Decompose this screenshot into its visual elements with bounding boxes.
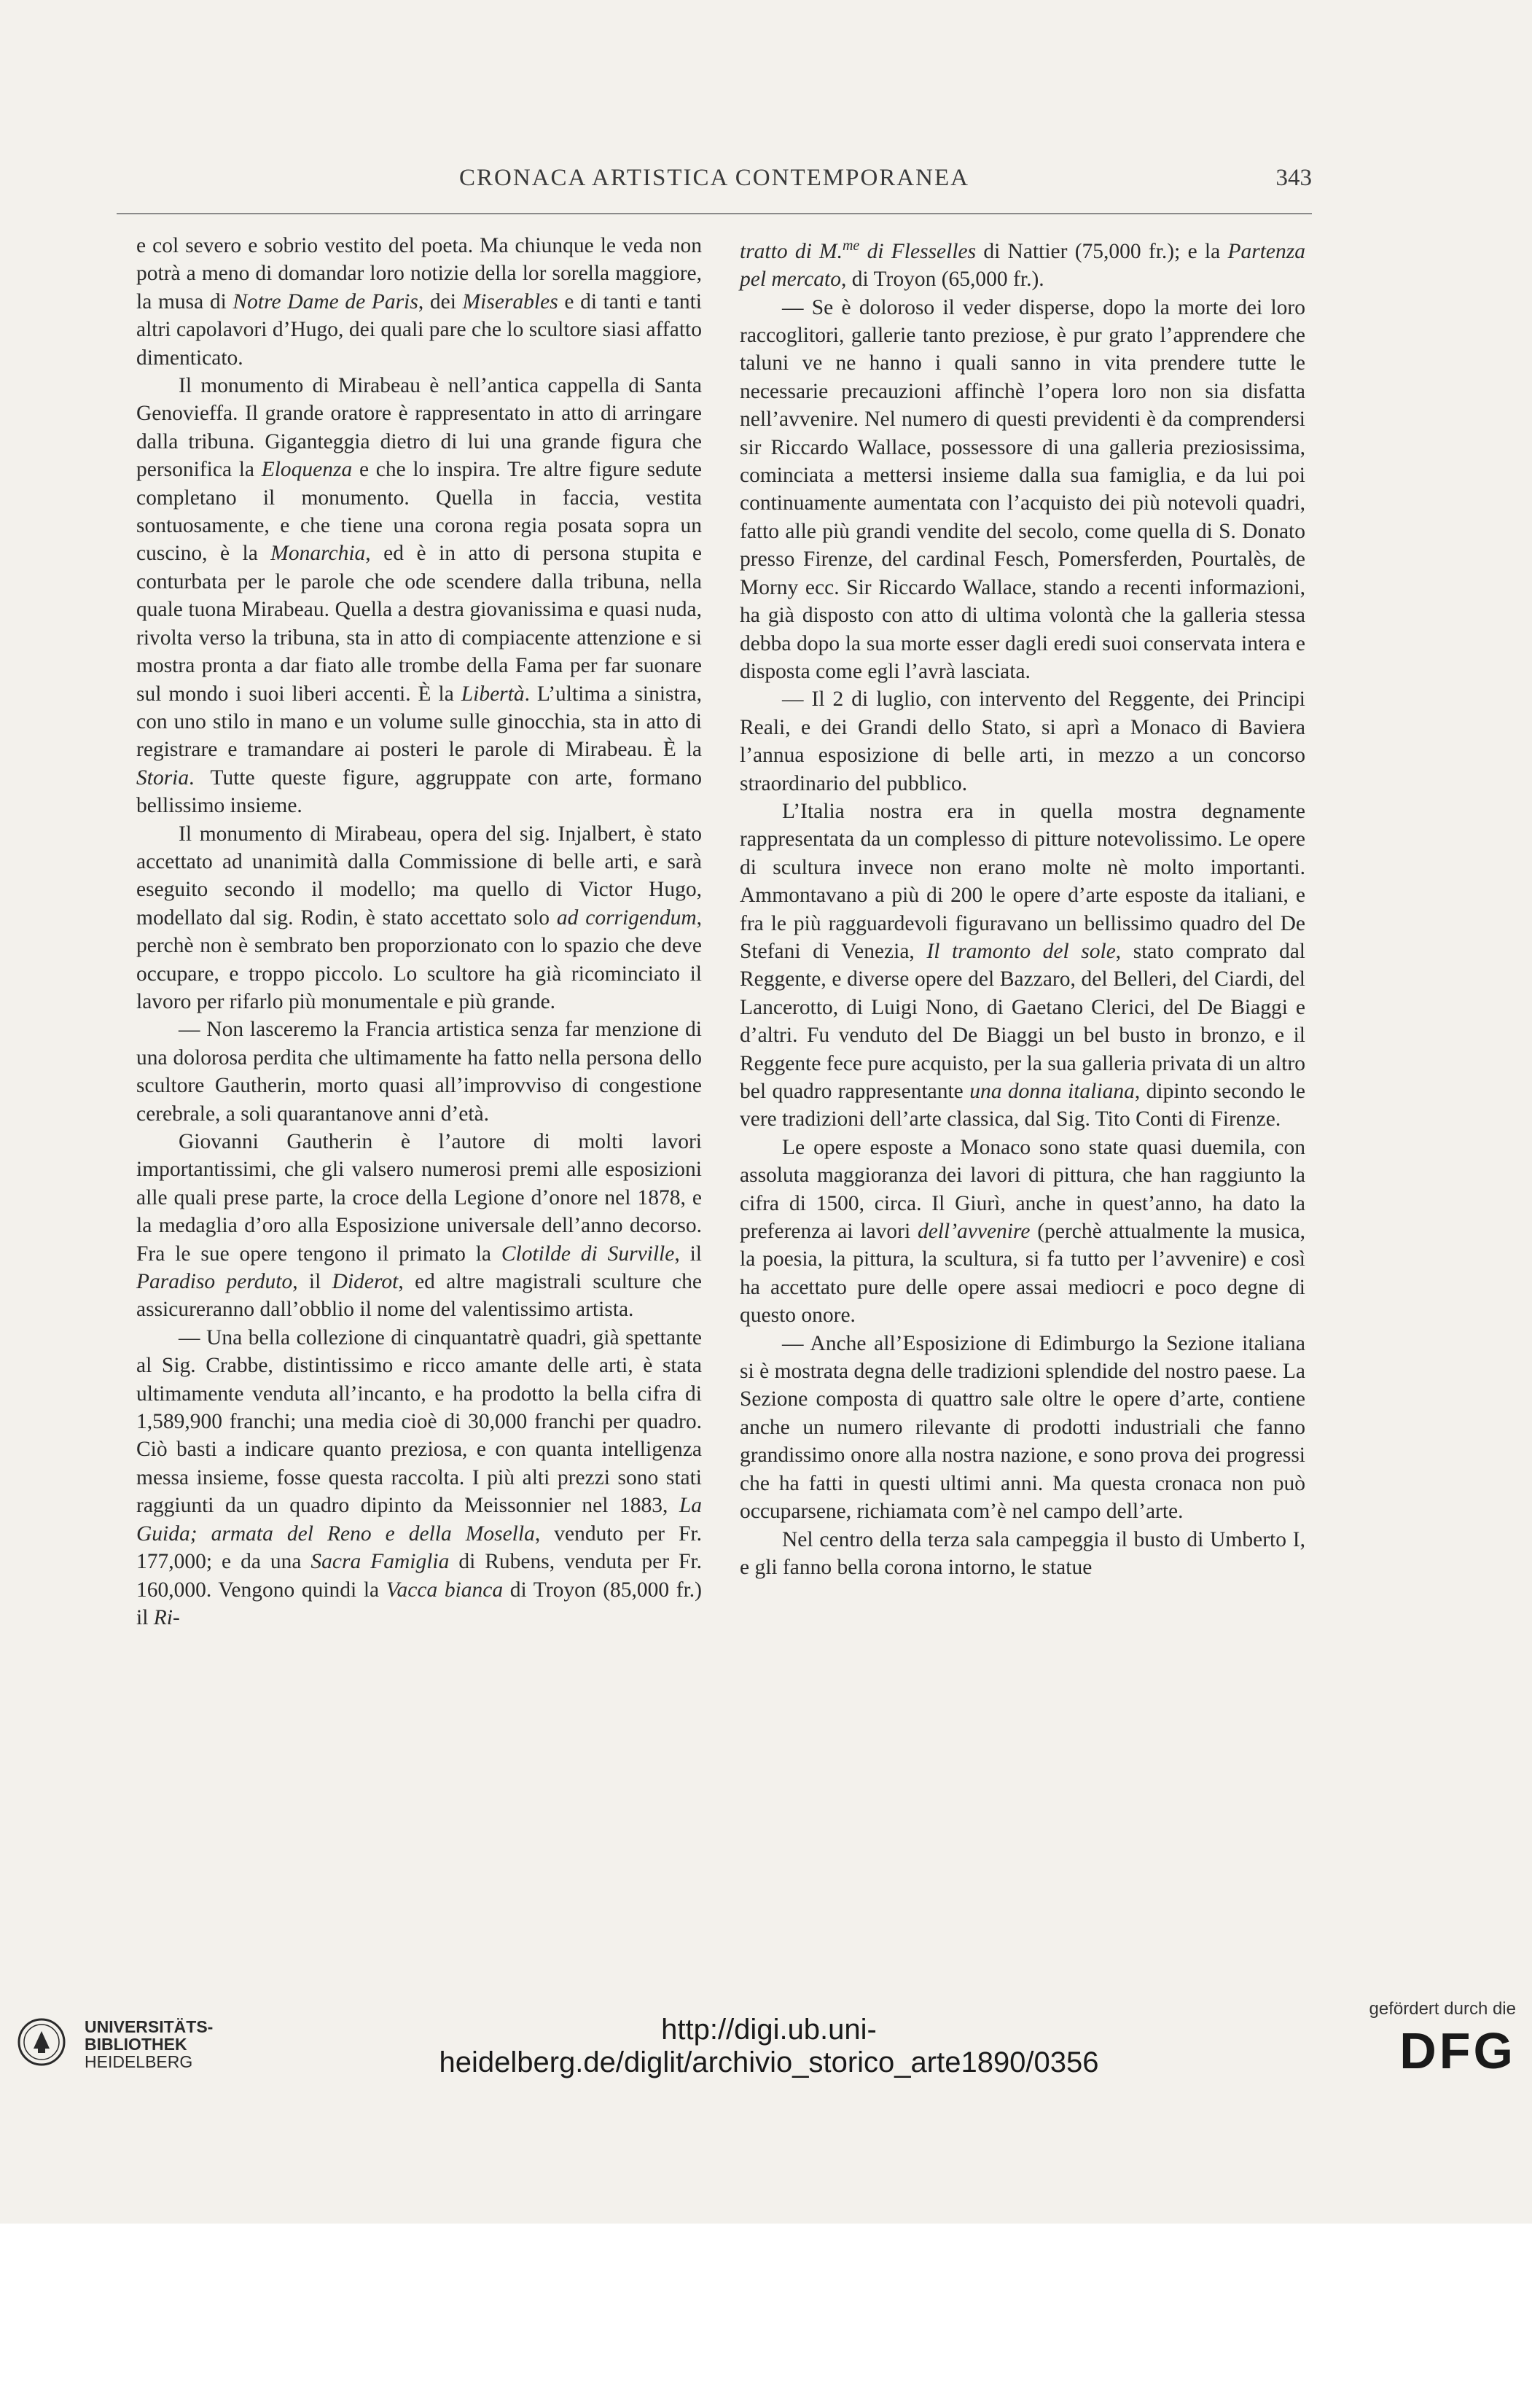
left-column [136,232,702,1632]
footer [0,2224,1532,2408]
paragraph: — Se è doloroso il veder disperse, dopo la morte dei loro raccoglitori, gallerie tanto preziose, è pur grato l’apprendere che taluni ve ne hanno i quali sanno in vita prendere tutte le necessarie precauzioni affinchè l’opera loro non sia disfatta nell’avvenire. Nel numero di questi previdenti è da comprendersi sir Riccardo Wallace, possessore di una galleria preziosissima, cominciata a mettersi insieme dalla sua famiglia, e da lui poi continuamente aumentata con l’acquisto dei più notevoli quadri, fatto alle più grandi vendite del secolo, come quella di S. Donato presso Firenze, del cardinal Fesch, Pomersferden, Pourtalès, de Morny ecc. Sir Riccardo Wallace, stando a recenti informazioni, ha già disposto con atto di ultima volontà che la galleria stessa debba dopo la sua morte esser dagli eredi suoi conservata intera e disposta come egli l’avrà lasciata. [740,295,1305,683]
university-seal-icon [17,2018,66,2066]
paragraph: Giovanni Gautherin è l’autore di molti lavori importantissimi, che gli valsero numerosi premi alle esposizioni alle quali prese parte, la croce della Legione d’onore nel 1878, e la medaglia d’oro alla Esposizione universale dell’anno decorso. Fra le sue opere tengono il primato la Clotilde di Surville, il Paradiso perduto, il Diderot, ed altre magistrali sculture che assicureranno dall’obblio il nome del valentissimo artista. [136,1130,702,1322]
permalink[interactable]: http://digi.ub.uni-heidelberg.de/diglit/archivio_storico_arte1890/0356 [439,2014,1099,2078]
paragraph: — Non lasceremo la Francia artistica senza far menzione di una dolorosa perdita che ultimamente ha fatto nella persona dello scultore Gautherin, morto quasi all’improvviso di congestione cerebrale, a soli quarantanove anni d’età. [136,1018,702,1126]
dfg-logo: DFG [1399,2022,1516,2079]
institution-line: HEIDELBERG [85,2052,193,2071]
page-number: 343 [1275,165,1312,191]
paragraph: — Il 2 di luglio, con intervento del Reggente, dei Principi Reali, e dei Grandi dello Stato, si aprì a Monaco di Baviera l’annua esposizione di belle arti, in mezzo a un concorso straordinario del pubblico. [740,687,1305,795]
paragraph: Il monumento di Mirabeau, opera del sig. Injalbert, è stato accettato ad unanimità dalla Commissione di belle arti, e sarà eseguito secondo il modello; ma quello di Victor Hugo, modellato dal sig. Rodin, è stato accettato solo ad corrigendum, perchè non è sembrato ben proporzionato con lo spazio che deve occupare, e troppo piccolo. Lo scultore ha già ricominciato il lavoro per rifarlo più monumentale e più grande. [136,822,702,1013]
header-rule [117,213,1312,214]
paragraph: e col severo e sobrio vestito del poeta. Ma chiunque le veda non potrà a meno di domandar loro notizie della lor sorella maggiore, la musa di Notre Dame de Paris, dei Miserables e di tanti e tanti altri capolavori d’Hugo, dei quali pare che lo scultore siasi affatto dimenticato. [136,234,702,370]
institution-line: UNIVERSITÄTS- [85,2017,214,2036]
funded-by-label: gefördert durch die [1369,1999,1516,2019]
institution-line: BIBLIOTHEK [85,2035,187,2054]
running-title: CRONACA ARTISTICA CONTEMPORANEA [459,165,969,191]
institution-name [85,2018,213,2070]
right-column [740,232,1305,1581]
paragraph: tratto di M.$^{me}$ di Flesselles di Nattier (75,000 fr.); e la Partenza pel mercato, di Troyon (65,000 fr.). [740,238,1305,292]
paragraph: — Anche all’Esposizione di Edimburgo la Sezione italiana si è mostrata degna delle tradizioni splendide del nostro paese. La Sezione composta di quattro sale oltre le opere d’arte, contiene anche un numero rilevante di prodotti industriali che fanno grandissimo onore alla nostra nazione, e sono prova dei progressi che ha fatti in questi ultimi anni. Ma questa cronaca non può occuparsene, richiamata com’è nel campo dell’arte. [740,1331,1305,1524]
paragraph: Il monumento di Mirabeau è nell’antica cappella di Santa Genovieffa. Il grande oratore è rappresentato in atto di arringare dalla tribuna. Giganteggia dietro di lui una grande figura che personifica la Eloquenza e che lo inspira. Tre altre figure sedute completano il monumento. Quella in faccia, vestita sontuosamente, e che tiene una corona regia posata sopra un cuscino, è la Monarchia, ed è in atto di persona stupita e conturbata per le parole che ode scendere dalla tribuna, nella quale tuona Mirabeau. Quella a destra giovanissima e quasi nuda, rivolta verso la tribuna, sta in atto di compiacente attenzione e si mostra pronta a dar fiato alle trombe della Fama per far suonare sul mondo i suoi liberi accenti. È la Libertà. L’ultima a sinistra, con uno stilo in mano e un volume sulle ginocchia, sta in atto di registrare e tramandare ai posteri le parole di Mirabeau. È la Storia. Tutte queste figure, aggruppate con arte, formano bellissimo insieme. [136,374,703,818]
paragraph: Nel centro della terza sala campeggia il busto di Umberto I, e gli fanno bella corona intorno, le statue [740,1527,1305,1579]
paragraph: L’Italia nostra era in quella mostra degnamente rappresentata da un complesso di pitture notevolissimo. Le opere di scultura invece non erano molte nè molto importanti. Ammontavano a più di 200 le opere d’arte esposte da italiani, e fra le più ragguardevoli figuravano un bellissimo quadro del De Stefani di Venezia, Il tramonto del sole, stato comprato dal Reggente, e diverse opere del Bazzaro, del Belleri, del Ciardi, del Lancerotto, di Luigi Nono, di Gaetano Clerici, del De Biaggi e d’altri. Fu venduto del De Biaggi un bel busto in bronzo, e il Reggente fece pure acquisto, per la sua galleria privata di un altro bel quadro rappresentante una donna italiana, dipinto secondo le vere tradizioni dell’arte classica, dal Sig. Tito Conti di Firenze. [740,799,1305,1131]
paragraph: Le opere esposte a Monaco sono state quasi duemila, con assoluta maggioranza dei lavori di pittura, che han raggiunto la cifra di 1500, circa. Il Giurì, anche in quest’anno, ha dato la preferenza ai lavori dell’avvenire (perchè attualmente la musica, la poesia, la pittura, la scultura, si fa tutto per l’avvenire) e così ha accettato pure delle opere assai mediocri e poco degne di questo onore. [740,1135,1305,1328]
paragraph: — Una bella collezione di cinquantatrè quadri, già spettante al Sig. Crabbe, distintissimo e ricco amante delle arti, è stata ultimamente venduta all’incanto, e ha prodotto la bella cifra di 1,589,900 franchi; una media cioè di 30,000 franchi per quadro. Ciò basti a indicare quanto preziosa, e con quanta intelligenza messa insieme, fosse questa raccolta. I più alti prezzi sono stati raggiunti da un quadro dipinto da Meissonnier nel 1883, La Guida; armata del Reno e della Mosella, venduto per Fr. 177,000; e da una Sacra Famiglia di Rubens, venduta per Fr. 160,000. Vengono quindi la Vacca bianca di Troyon (85,000 fr.) il Ri- [136,1325,703,1629]
page-header [117,159,1312,203]
